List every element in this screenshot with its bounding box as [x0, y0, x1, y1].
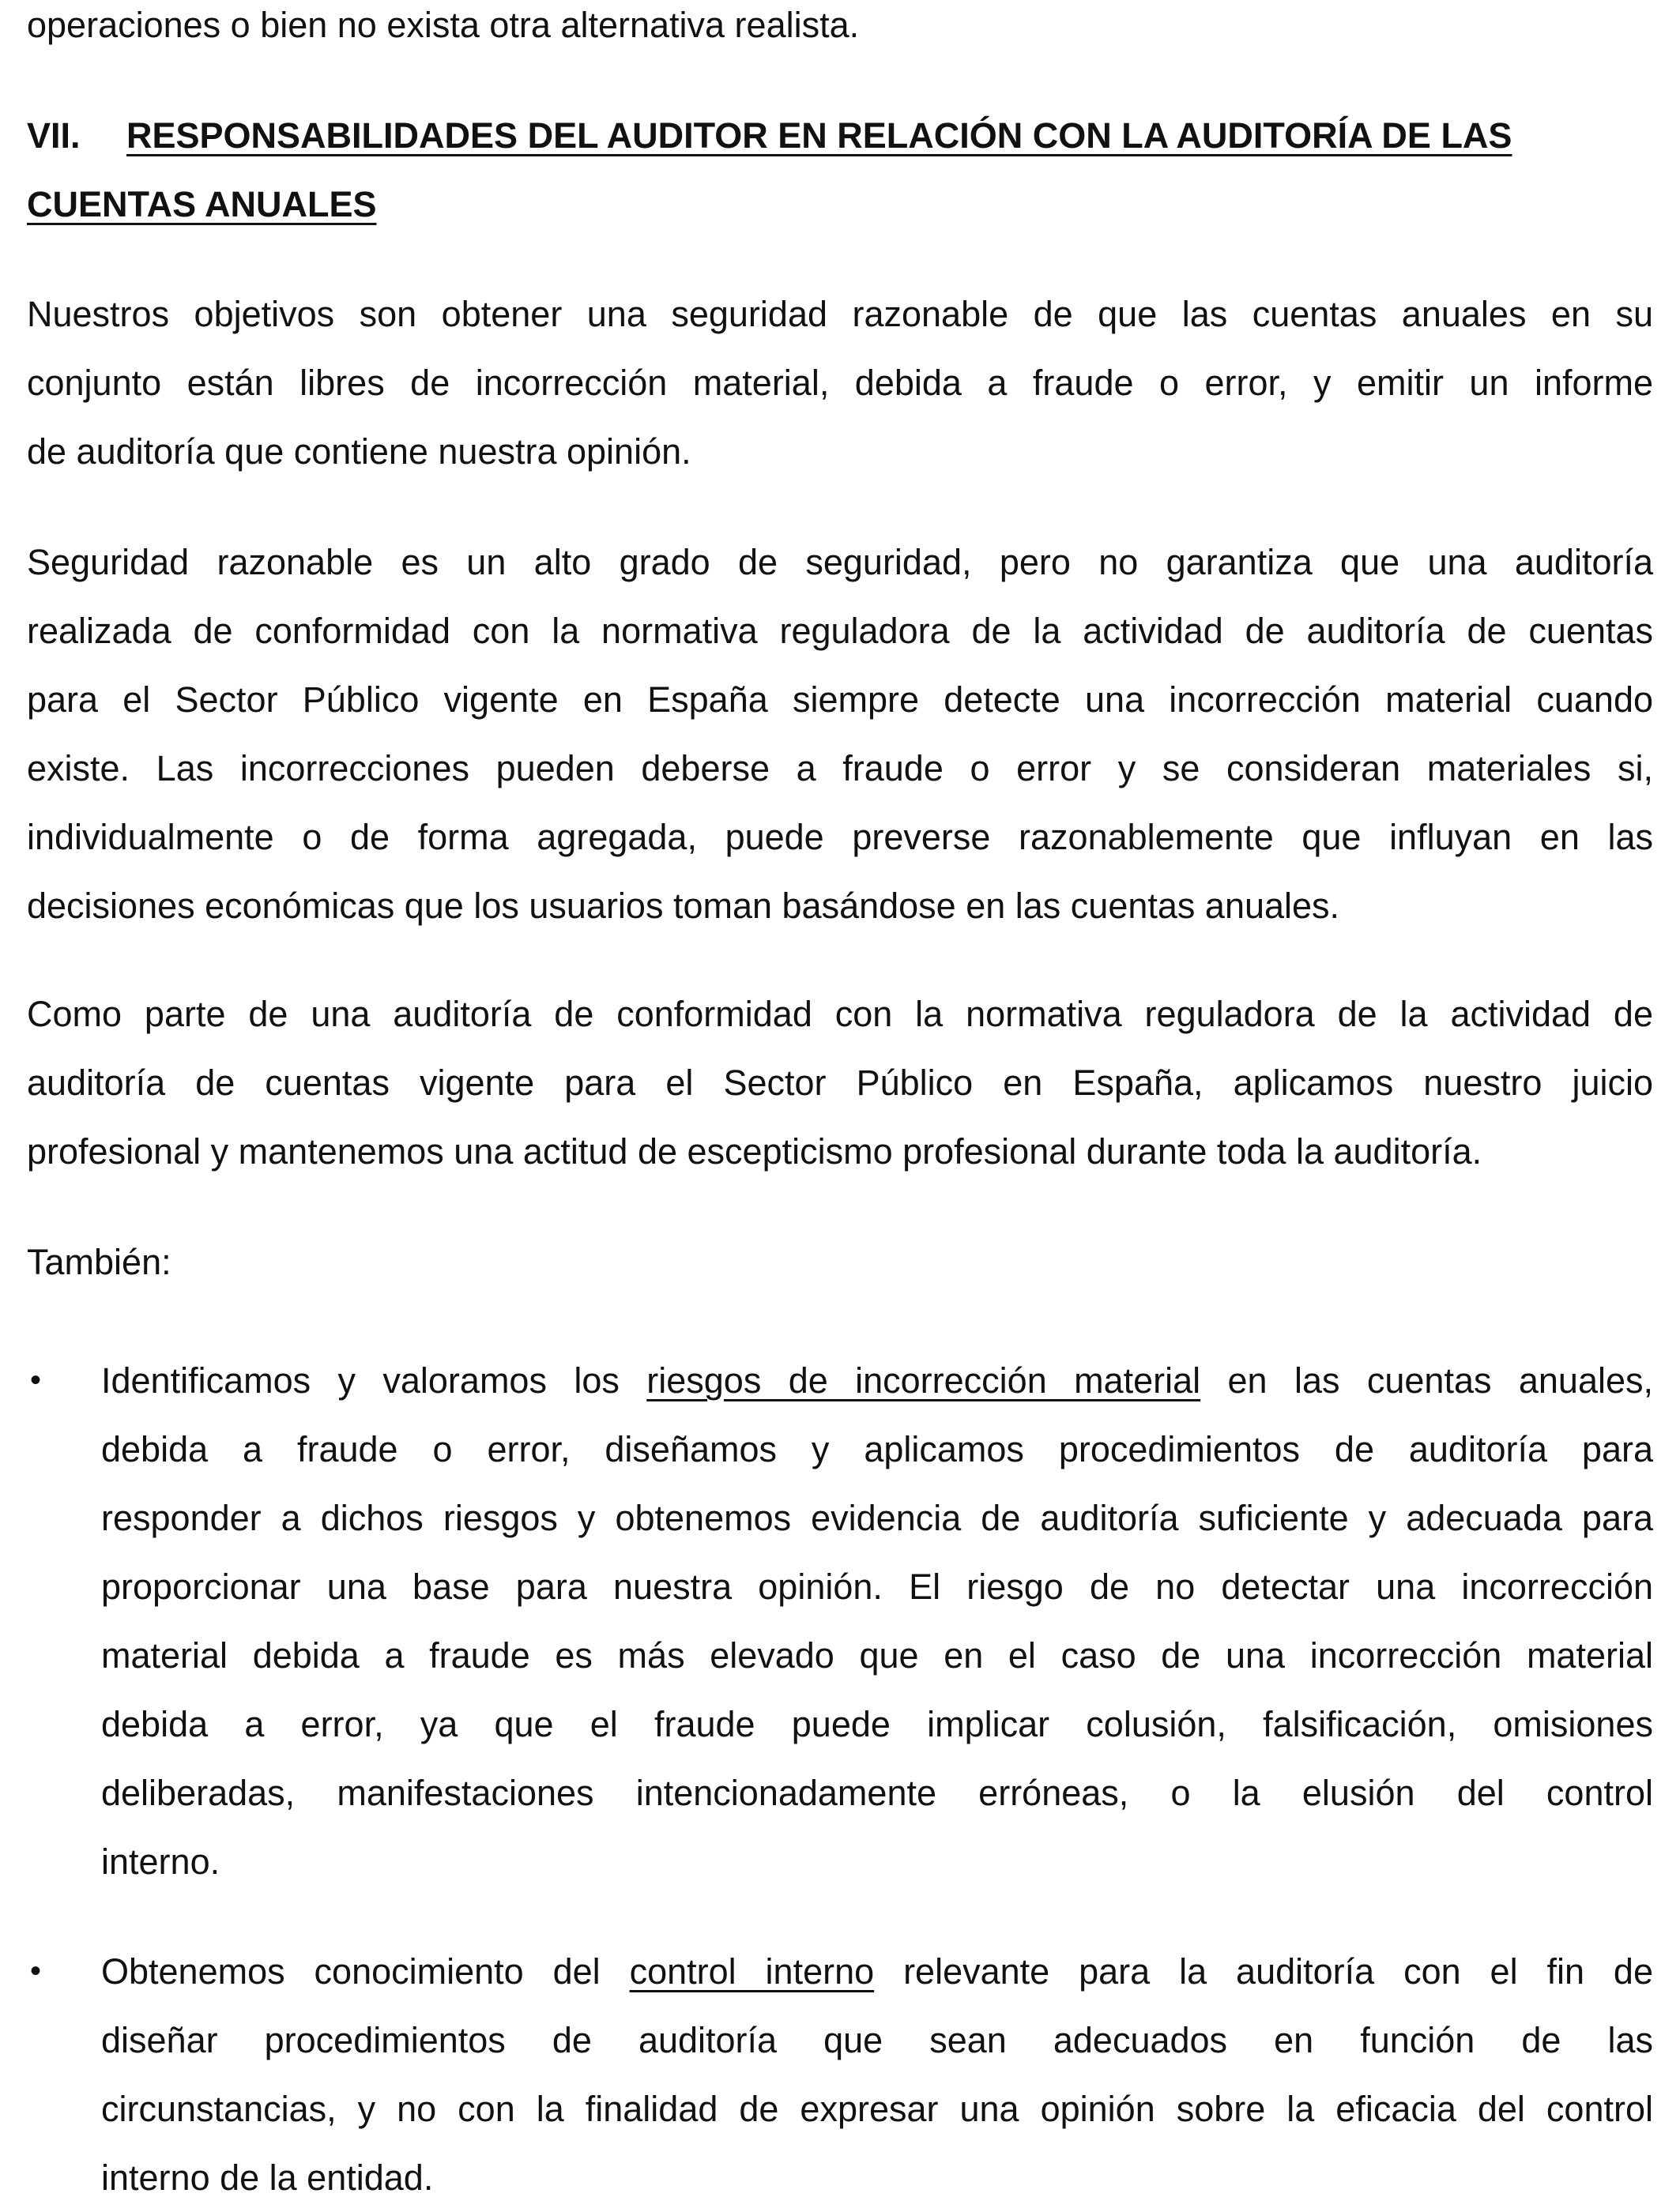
section-heading — [27, 101, 1653, 239]
bullet-line: debida a fraude o error, diseñamos y aplicamos procedimientos de auditoría para — [101, 1429, 1653, 1469]
heading-title-part-1: RESPONSABILIDADES DEL AUDITOR EN RELACIÓN CON LA AUDITORÍA DE LAS — [126, 115, 1512, 156]
bullet-text: Obtenemos conocimiento del — [101, 1951, 630, 1992]
heading-line-1 — [27, 101, 1653, 170]
paragraph-line: Nuestros objetivos son obtener una seguridad razonable de que las cuentas anuales en su — [27, 294, 1653, 334]
paragraph-line: para el Sector Público vigente en España siempre detecte una incorrección material cuando — [27, 679, 1653, 720]
paragraph-line: individualmente o de forma agregada, puede preverse razonablemente que influyan en las — [27, 817, 1653, 857]
paragraph-line: Seguridad razonable es un alto grado de seguridad, pero no garantiza que una auditoría — [27, 542, 1653, 582]
bullet-icon: • — [30, 1363, 42, 1398]
bullet-item-internal-control — [27, 1937, 1653, 2212]
paragraph-line: profesional y mantenemos una actitud de escepticismo profesional durante toda la auditoría. — [27, 1131, 1482, 1172]
bullet-line: material debida a fraude es más elevado que en el caso de una incorrección material — [101, 1635, 1653, 1676]
underlined-term: riesgos de incorrección material — [646, 1360, 1201, 1401]
bullet-item-risks — [27, 1346, 1653, 1896]
bullet-line: deliberadas, manifestaciones intencionadamente erróneas, o la elusión del control — [101, 1773, 1653, 1813]
paragraph-line: realizada de conformidad con la normativa reguladora de la actividad de auditoría de cuentas — [27, 611, 1653, 651]
bullet-line: debida a error, ya que el fraude puede implicar colusión, falsificación, omisiones — [101, 1704, 1653, 1744]
bullet-line: circunstancias, y no con la finalidad de expresar una opinión sobre la eficacia del control — [101, 2089, 1653, 2129]
bullet-line: interno. — [101, 1841, 220, 1882]
heading-title-part-2: CUENTAS ANUALES — [27, 184, 377, 224]
intro-line: operaciones o bien no exista otra alternativa realista. — [27, 5, 860, 45]
heading-line-2 — [27, 170, 1653, 239]
paragraph-line: decisiones económicas que los usuarios toman basándose en las cuentas anuales. — [27, 886, 1340, 926]
bullet-line: diseñar procedimientos de auditoría que sean adecuados en función de las — [101, 2020, 1653, 2060]
bullet-text: relevante para la auditoría con el fin de — [874, 1951, 1653, 1992]
paragraph-line: auditoría de cuentas vigente para el Sector Público en España, aplicamos nuestro juicio — [27, 1063, 1653, 1103]
paragraph-line: existe. Las incorrecciones pueden deberse a fraude o error y se consideran materiales si, — [27, 748, 1653, 788]
paragraph-line: conjunto están libres de incorrección material, debida a fraude o error, y emitir un informe — [27, 363, 1653, 403]
bullet-line — [101, 1346, 1653, 1415]
paragraph-line: de auditoría que contiene nuestra opinión. — [27, 431, 691, 472]
heading-number: VII. — [27, 115, 81, 156]
underlined-term: control interno — [629, 1951, 875, 1992]
paragraph-objectives — [27, 280, 1653, 486]
bullet-text: Identificamos y valoramos los — [101, 1360, 647, 1401]
bullet-line — [101, 1937, 1653, 2006]
bullet-text: en las cuentas anuales, — [1200, 1360, 1653, 1401]
tambien-label: También: — [27, 1242, 171, 1282]
bullet-icon: • — [30, 1954, 42, 1988]
bullet-line: proporcionar una base para nuestra opinión. El riesgo de no detectar una incorrección — [101, 1567, 1653, 1607]
paragraph-reasonable-assurance — [27, 528, 1653, 940]
bullet-line: interno de la entidad. — [101, 2157, 434, 2198]
paragraph-professional-judgement — [27, 980, 1653, 1186]
bullet-line: responder a dichos riesgos y obtenemos evidencia de auditoría suficiente y adecuada para — [101, 1498, 1653, 1538]
paragraph-line: Como parte de una auditoría de conformidad con la normativa reguladora de la actividad de — [27, 994, 1653, 1034]
